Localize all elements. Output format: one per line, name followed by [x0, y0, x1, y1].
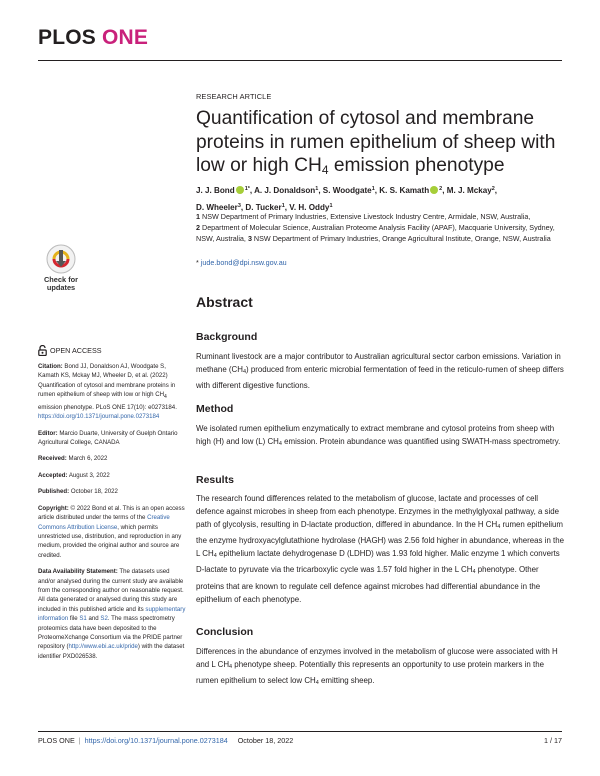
method-text: We isolated rumen epithelium enzymatically to extract membrane and cytosol proteins from sheep with high (H) and low (L) $CH_4$ emission. Protein abundance was quantified using SWATH-mass spectrometry. — [196, 424, 561, 448]
accepted-date: Accepted: August 3, 2022 — [38, 471, 110, 479]
logo-plos: PLOS — [38, 26, 96, 49]
background-heading: Background — [196, 331, 258, 343]
conclusion-heading: Conclusion — [196, 626, 254, 638]
abstract-heading: Abstract — [196, 294, 253, 310]
published-date: Published: October 18, 2022 — [38, 488, 118, 496]
background-text: Ruminant livestock are a major contributor to Australian agricultural sector carbon emissions. Variation in methane $(CH_4)$ produced from enteric microbial fermentation of feed in the reticulo-rumen of sheep differs with different digestive functions. — [196, 352, 564, 391]
method-heading: Method — [196, 403, 234, 415]
article-title: Quantification of cytosol and membrane proteins in rumen epithelium of sheep with low or high $CH_4$ emission phenotype — [196, 108, 556, 177]
check-updates-icon — [46, 244, 76, 274]
citation-block: Citation: Bond JJ, Donaldson AJ, Woodgate S, Kamath KS, Mckay MJ, Wheeler D, et al. (2022) Quantification of cytosol and membrane proteins in rumen epithelium of sheep with low or high $CH_4$ emission phenotype. PLoS ONE 17(10): e0273184. https://doi.org/10.1371/journal.pone.0273184 — [38, 363, 177, 421]
check-for-updates-badge[interactable] — [34, 244, 88, 304]
logo-one: ONE — [95, 26, 149, 49]
orcid-icon[interactable] — [430, 186, 438, 194]
received-date: Received: March 6, 2022 — [38, 455, 108, 463]
footer-journal: PLOS ONE — [38, 736, 75, 745]
journal-logo — [38, 26, 148, 50]
citation-doi-link[interactable]: https://doi.org/10.1371/journal.pone.0273184 — [38, 413, 160, 421]
editor-block: Editor: Marcio Duarte, University of Guelph Ontario Agricultural College, CANADA — [38, 429, 178, 447]
header-divider — [38, 60, 562, 61]
author-list: J. J. Bond $^{1*}$, A. J. Donaldson$^1$, S. Woodgate$^1$, K. S. Kamath $^2$, M. J. Mckay$^2$, D. Wheeler$^3$, D. Tucker$^1$, V. H. Oddy$^1$ — [196, 186, 498, 212]
s2-link[interactable]: S2 — [100, 615, 108, 623]
s1-link[interactable]: S1 — [79, 615, 87, 623]
conclusion-text: Differences in the abundance of enzymes involved in the metabolism of glucose were associated with H and L $CH_4$ phenotype sheep. Potentially this represents an opportunity to use protein markers in the rumen epithelium to select low $CH_4$ emitting sheep. — [196, 647, 558, 687]
footer-separator: | — [78, 736, 81, 745]
footer-doi-link[interactable]: https://doi.org/10.1371/journal.pone.0273184 — [84, 736, 228, 745]
results-heading: Results — [196, 474, 234, 486]
orcid-icon[interactable] — [236, 186, 244, 194]
pride-link[interactable]: http://www.ebi.ac.uk/pride — [68, 643, 138, 651]
affiliations: 1 NSW Department of Primary Industries, Extensive Livestock Industry Centre, Armidale, NSW, Australia, 2 Department of Molecular Science, Australian Proteome Analysis Facility (APAF), Macquarie University, Sydney, NSW, Australia, 3 NSW Department of Primary Industries, Orange Agricultural Institute, Orange, NSW, Australia — [196, 212, 555, 243]
supplementary-link[interactable]: supplementary information — [38, 605, 186, 623]
article-type: RESEARCH ARTICLE — [196, 92, 272, 101]
corresponding-email: * jude.bond@dpi.nsw.gov.au — [196, 258, 287, 267]
page-footer — [38, 736, 293, 745]
page-number: 1 / 17 — [544, 736, 562, 745]
article-metadata-sidebar — [38, 362, 188, 668]
check-updates-label: Check for updates — [43, 275, 79, 293]
results-text: The research found differences related to the metabolism of glucose, lactate and processes of cell defence against microbes in sheep from each phenotype. Enzymes in the methylglyoxal pathway, a side path of glycolysis, resulting in D-lactate production, differed in abundance. In the H $CH_4$ rumen epithelium the enzyme hydroxyacylglutathione hydrolase (HAGH) was 2.56 fold higher in abundance, whereas in the L $CH_4$ epithelium lactate dehydrogenase D (LDHD) was 1.93 fold higher. Malic enzyme 1 which converts D-lactate to pyruvate via the tricarboxylic cycle was 1.57 fold higher in the L $CH_4$ phenotype. Other proteins that are known to regulate cell defence against microbes had differential abundance in the epithelium of each phenotype. — [196, 494, 565, 604]
open-access-label: OPEN ACCESS — [38, 345, 102, 356]
open-lock-icon — [38, 345, 47, 356]
footer-date: October 18, 2022 — [237, 736, 294, 745]
email-link[interactable]: jude.bond@dpi.nsw.gov.au — [200, 258, 287, 267]
copyright-block: Copyright: © 2022 Bond et al. This is an open access article distributed under the terms of the Creative Commons Attribution License, which permits unrestricted use, distribution, and reproduction in any medium, provided the original author and source are credited. — [38, 504, 185, 559]
footer-divider — [38, 731, 562, 732]
data-availability-block: Data Availability Statement: The datasets used and/or analysed during the current study are available from the corresponding author on reasonable request. All data generated or analysed during this study are included in this published article and its supplementary information file S1 and S2. The mass spectrometry proteomics data have been deposited to the ProteomeXchange Consortium via the PRIDE partner repository (http://www.ebi.ac.uk/pride) with the dataset identifier PXD026538. — [38, 568, 186, 660]
license-link[interactable]: Creative Commons Attribution License — [38, 514, 170, 531]
